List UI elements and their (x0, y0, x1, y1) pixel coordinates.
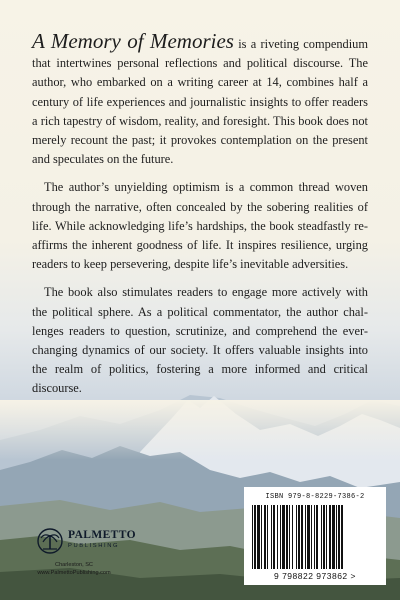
barcode-bar (257, 505, 260, 569)
palmetto-tree-circle-icon (37, 528, 63, 554)
barcode-bar (254, 505, 256, 569)
barcode-bar (296, 505, 297, 569)
barcode-bar (323, 505, 325, 569)
barcode-bar (280, 505, 281, 569)
barcode-bar (336, 505, 337, 569)
barcode-bar (261, 505, 262, 569)
blurb-text-1: is a riveting compendium that intertwines personal reflections and political discourse. The author, who embarked on a writing career at 14, combines half a century of life experiences and journalistic insights to offer readers a rich tapestry of wisdom, reality, and foresight. This book does not merely recount the past; it provokes contemplation on the present and speculates on the future. (32, 37, 368, 167)
publisher-city: Charleston, SC (55, 562, 93, 568)
book-title: A Memory of Memories (32, 29, 234, 53)
barcode-bar (301, 505, 303, 569)
barcode-bar (267, 505, 268, 569)
isbn-barcode-box (244, 487, 386, 585)
barcode-bar (338, 505, 340, 569)
barcode-bar (316, 505, 318, 569)
barcode-bar (341, 505, 343, 569)
barcode-bar (314, 505, 315, 569)
blurb-paragraph-2: The author’s unyielding optimism is a common thread woven through the narrative, often concealed by the sobering realities of life. While acknowledging life’s hardships, the book steadfastly re-affirms the inherent goodness of life. It inspires resilience, urging readers to keep persevering, despite life’s inevitable adversities. (32, 180, 368, 272)
barcode-digits-text: 9 798822 973862 (273, 571, 348, 581)
barcode-bar (252, 505, 253, 569)
isbn-number: ISBN 979-8-8229-7386-2 (265, 493, 365, 501)
barcode-bar (292, 505, 293, 569)
barcode-bar (321, 505, 322, 569)
blurb-paragraph-3: The book also stimulates readers to engage more actively with the political sphere. As a political commentator, the author chal-lenges readers to question, scrutinize, and comprehend the ever-changing dynamics of our society. It offers valuable insights into the realm of politics, fostering a more informed and critical discourse. (32, 285, 368, 396)
barcode-bar (326, 505, 327, 569)
publisher-subtitle: PUBLISHING (68, 543, 120, 549)
barcode-bar (277, 505, 278, 569)
barcode-bar (264, 505, 266, 569)
barcode-image (250, 505, 380, 571)
publisher-url: www.PalmettoPublishing.com (37, 570, 111, 576)
barcode-bar (332, 505, 335, 569)
blurb-paragraph-1 (32, 29, 368, 169)
back-cover-blurb (32, 29, 368, 408)
barcode-bar (282, 505, 285, 569)
barcode-digits (244, 571, 386, 581)
barcode-bar (286, 505, 288, 569)
price-mark: > (350, 571, 357, 581)
barcode-bar (307, 505, 310, 569)
barcode-bar (329, 505, 331, 569)
barcode-bar (305, 505, 306, 569)
publisher-name: PALMETTO (68, 529, 136, 541)
barcode-bar (311, 505, 312, 569)
barcode-bar (289, 505, 290, 569)
barcode-bar (273, 505, 275, 569)
barcode-bar (298, 505, 300, 569)
barcode-bar (271, 505, 272, 569)
